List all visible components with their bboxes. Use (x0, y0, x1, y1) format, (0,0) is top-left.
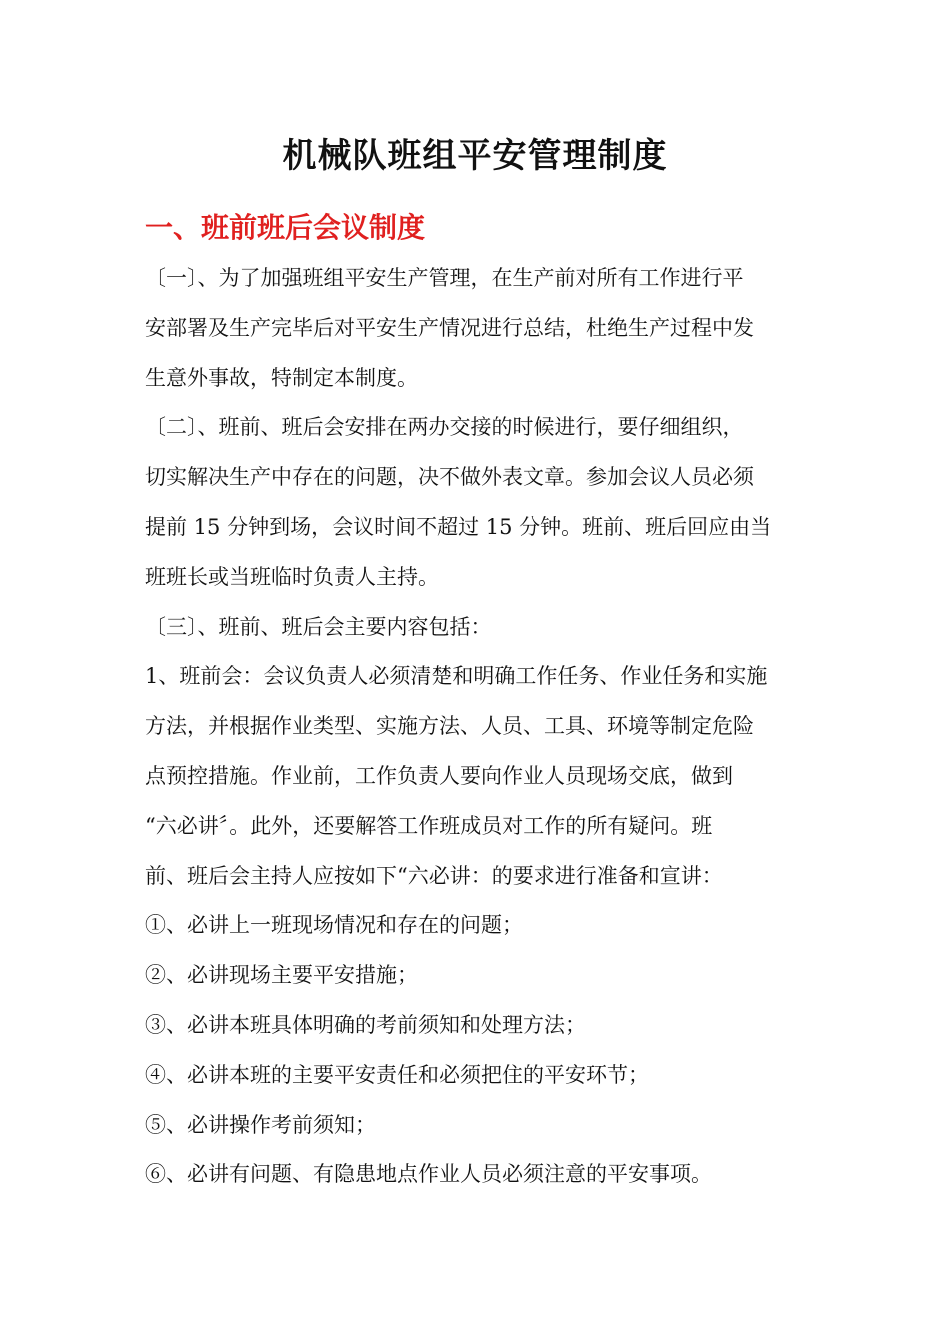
text-line: 1、班前会：会议负责人必须清楚和明确工作任务、作业任务和实施 (145, 664, 768, 689)
list-item (145, 1150, 810, 1200)
text-line: 安部署及生产完毕后对平安生产情况进行总结，杜绝生产过程中发 (145, 315, 754, 340)
text-line: ②、必讲现场主要平安措施； (145, 963, 418, 988)
text-line: 点预控措施。作业前，工作负责人要向作业人员现场交底，做到 (145, 763, 733, 788)
paragraph-3 (145, 603, 810, 653)
text-line: ④、必讲本班的主要平安责任和必须把住的平安环节； (145, 1062, 649, 1087)
text-line: ③、必讲本班具体明确的考前须知和处理方法； (145, 1012, 586, 1037)
text-line: 生意外事故，特制定本制度。 (145, 365, 418, 390)
text-line: 班班长或当班临时负责人主持。 (145, 564, 439, 589)
text-line: 切实解决生产中存在的问题，决不做外表文章。参加会议人员必须 (145, 465, 754, 490)
paragraph-1 (145, 254, 810, 403)
list-item (145, 901, 810, 951)
text-line: 提前 15 分钟到场，会议时间不超过 15 分钟。班前、班后回应由当 (145, 514, 772, 539)
text-line: 方法，并根据作业类型、实施方法、人员、工具、环境等制定危险 (145, 714, 754, 739)
list-item (145, 1051, 810, 1101)
text-line: 前、班后会主持人应按如下“六必讲：的要求进行准备和宣讲： (145, 863, 723, 888)
list-item (145, 951, 810, 1001)
text-line: 〔一〕、为了加强班组平安生产管理，在生产前对所有工作进行平 (145, 266, 744, 290)
list-item (145, 1101, 810, 1151)
document-title: 机械队班组平安管理制度 (282, 136, 668, 176)
text-line: 〔三〕、班前、班后会主要内容包括： (145, 614, 492, 639)
text-line: ①、必讲上一班现场情况和存在的问题； (145, 913, 523, 938)
section-heading: 一、班前班后会议制度 (145, 211, 426, 244)
document-body (145, 254, 810, 1200)
text-line: ⑥、必讲有问题、有隐患地点作业人员必须注意的平安事项。 (145, 1162, 712, 1187)
text-line: 〔二〕、班前、班后会安排在两办交接的时候进行，要仔细组织， (145, 415, 744, 440)
paragraph-2 (145, 403, 810, 602)
paragraph-4 (145, 652, 810, 901)
text-line: “六必讲〞。此外，还要解答工作班成员对工作的所有疑问。班 (145, 813, 713, 838)
text-line: ⑤、必讲操作考前须知； (145, 1112, 376, 1137)
list-item (145, 1001, 810, 1051)
